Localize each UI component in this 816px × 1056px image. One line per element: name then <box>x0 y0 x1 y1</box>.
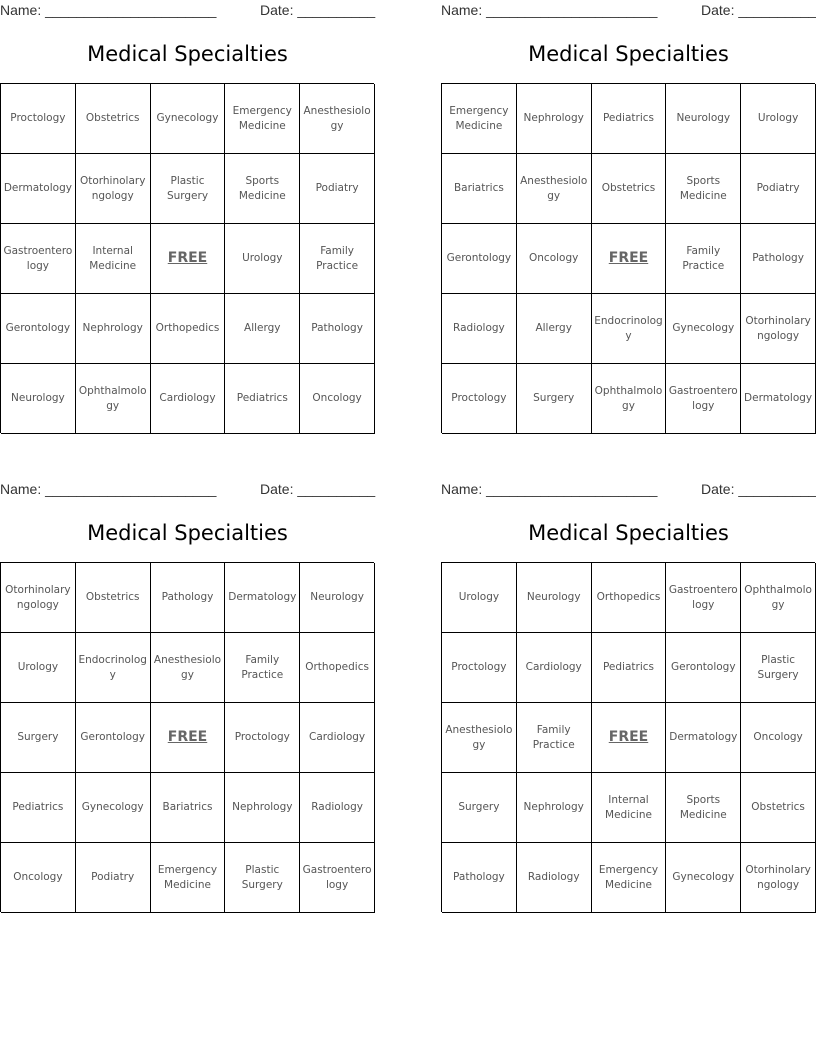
bingo-cell: Pediatrics <box>592 633 667 703</box>
date-field-label: Date: __________ <box>260 481 376 497</box>
bingo-cell: Anesthesiology <box>442 703 517 773</box>
name-field-label: Name: ______________________ <box>0 481 217 497</box>
bingo-cell: Dermatology <box>741 364 816 434</box>
bingo-cell: Pediatrics <box>1 773 76 843</box>
date-field-label: Date: __________ <box>701 2 816 18</box>
date-field-label: Date: __________ <box>260 2 376 18</box>
bingo-cell: Sports Medicine <box>225 154 300 224</box>
bingo-cell: Endocrinology <box>76 633 151 703</box>
bingo-cell: Emergency Medicine <box>592 843 667 913</box>
bingo-cell: Ophthalmology <box>741 563 816 633</box>
bingo-cell: Sports Medicine <box>666 154 741 224</box>
bingo-cell: Dermatology <box>225 563 300 633</box>
bingo-grid <box>441 83 815 433</box>
bingo-cell: Nephrology <box>517 84 592 154</box>
bingo-cell: Anesthesiology <box>151 633 226 703</box>
bingo-cell: Otorhinolaryngology <box>76 154 151 224</box>
bingo-cell: Dermatology <box>1 154 76 224</box>
card-title: Medical Specialties <box>87 521 288 545</box>
bingo-cell: Urology <box>741 84 816 154</box>
bingo-cell: Dermatology <box>666 703 741 773</box>
bingo-cell: Pediatrics <box>592 84 667 154</box>
bingo-cell: Cardiology <box>151 364 226 434</box>
bingo-grid <box>0 562 374 912</box>
card-title: Medical Specialties <box>87 42 288 66</box>
date-field-label: Date: __________ <box>701 481 816 497</box>
bingo-cell: Nephrology <box>517 773 592 843</box>
bingo-cell: Emergency Medicine <box>151 843 226 913</box>
bingo-cell: Pediatrics <box>225 364 300 434</box>
bingo-cell: Ophthalmology <box>592 364 667 434</box>
bingo-cell: Radiology <box>300 773 375 843</box>
bingo-cell: Family Practice <box>300 224 375 294</box>
free-space-cell: FREE <box>592 703 667 773</box>
bingo-cell: Bariatrics <box>442 154 517 224</box>
bingo-cell: Obstetrics <box>592 154 667 224</box>
card-title: Medical Specialties <box>528 42 729 66</box>
bingo-cell: Obstetrics <box>741 773 816 843</box>
bingo-cell: Gerontology <box>76 703 151 773</box>
bingo-cell: Gynecology <box>666 294 741 364</box>
bingo-cell: Gerontology <box>1 294 76 364</box>
bingo-cell: Proctology <box>1 84 76 154</box>
name-field-label: Name: ______________________ <box>0 2 217 18</box>
bingo-cell: Oncology <box>741 703 816 773</box>
bingo-cell: Internal Medicine <box>592 773 667 843</box>
name-field-label: Name: ______________________ <box>441 481 658 497</box>
bingo-cell: Neurology <box>517 563 592 633</box>
bingo-cell: Plastic Surgery <box>151 154 226 224</box>
bingo-grid <box>0 83 374 433</box>
bingo-cell: Emergency Medicine <box>225 84 300 154</box>
bingo-cell: Sports Medicine <box>666 773 741 843</box>
bingo-cell: Radiology <box>517 843 592 913</box>
bingo-cell: Nephrology <box>225 773 300 843</box>
bingo-cell: Plastic Surgery <box>225 843 300 913</box>
bingo-cell: Obstetrics <box>76 563 151 633</box>
bingo-cell: Pathology <box>151 563 226 633</box>
name-field-label: Name: ______________________ <box>441 2 658 18</box>
bingo-cell: Internal Medicine <box>76 224 151 294</box>
bingo-cell: Oncology <box>517 224 592 294</box>
bingo-grid <box>441 562 815 912</box>
bingo-cell: Family Practice <box>225 633 300 703</box>
bingo-cell: Nephrology <box>76 294 151 364</box>
bingo-cell: Cardiology <box>300 703 375 773</box>
bingo-cell: Surgery <box>517 364 592 434</box>
bingo-cell: Urology <box>442 563 517 633</box>
bingo-cell: Podiatry <box>741 154 816 224</box>
bingo-cell: Proctology <box>442 633 517 703</box>
bingo-cell: Otorhinolaryngology <box>1 563 76 633</box>
bingo-cell: Bariatrics <box>151 773 226 843</box>
bingo-cell: Pathology <box>300 294 375 364</box>
bingo-cell: Orthopedics <box>151 294 226 364</box>
bingo-card <box>0 479 375 913</box>
bingo-cell: Gynecology <box>151 84 226 154</box>
bingo-cell: Urology <box>225 224 300 294</box>
bingo-cell: Anesthesiology <box>517 154 592 224</box>
bingo-cell: Allergy <box>225 294 300 364</box>
bingo-cell: Gynecology <box>76 773 151 843</box>
bingo-cell: Oncology <box>300 364 375 434</box>
bingo-cell: Family Practice <box>517 703 592 773</box>
bingo-cell: Cardiology <box>517 633 592 703</box>
card-title: Medical Specialties <box>528 521 729 545</box>
bingo-cell: Neurology <box>666 84 741 154</box>
bingo-cell: Gastroenterology <box>300 843 375 913</box>
bingo-cell: Proctology <box>442 364 517 434</box>
bingo-card <box>441 479 816 913</box>
bingo-cell: Emergency Medicine <box>442 84 517 154</box>
bingo-cell: Proctology <box>225 703 300 773</box>
bingo-cell: Obstetrics <box>76 84 151 154</box>
bingo-cell: Gastroenterology <box>666 364 741 434</box>
bingo-cell: Otorhinolaryngology <box>741 294 816 364</box>
free-space-cell: FREE <box>592 224 667 294</box>
bingo-cell: Allergy <box>517 294 592 364</box>
bingo-card <box>441 0 816 434</box>
bingo-cell: Family Practice <box>666 224 741 294</box>
bingo-cell: Endocrinology <box>592 294 667 364</box>
bingo-cell: Pathology <box>741 224 816 294</box>
bingo-cell: Orthopedics <box>300 633 375 703</box>
bingo-cell: Gynecology <box>666 843 741 913</box>
bingo-cell: Orthopedics <box>592 563 667 633</box>
bingo-cell: Pathology <box>442 843 517 913</box>
bingo-cell: Surgery <box>442 773 517 843</box>
bingo-cell: Podiatry <box>300 154 375 224</box>
bingo-cell: Gastroenterology <box>666 563 741 633</box>
bingo-cell: Gastroenterology <box>1 224 76 294</box>
bingo-cell: Gerontology <box>442 224 517 294</box>
bingo-cell: Ophthalmology <box>76 364 151 434</box>
bingo-cell: Podiatry <box>76 843 151 913</box>
bingo-cell: Surgery <box>1 703 76 773</box>
free-space-cell: FREE <box>151 224 226 294</box>
bingo-cell: Urology <box>1 633 76 703</box>
bingo-cell: Neurology <box>1 364 76 434</box>
bingo-cell: Radiology <box>442 294 517 364</box>
bingo-cell: Anesthesiology <box>300 84 375 154</box>
bingo-cell: Gerontology <box>666 633 741 703</box>
bingo-cell: Oncology <box>1 843 76 913</box>
bingo-cell: Otorhinolaryngology <box>741 843 816 913</box>
bingo-card <box>0 0 375 434</box>
free-space-cell: FREE <box>151 703 226 773</box>
bingo-cell: Plastic Surgery <box>741 633 816 703</box>
bingo-cell: Neurology <box>300 563 375 633</box>
